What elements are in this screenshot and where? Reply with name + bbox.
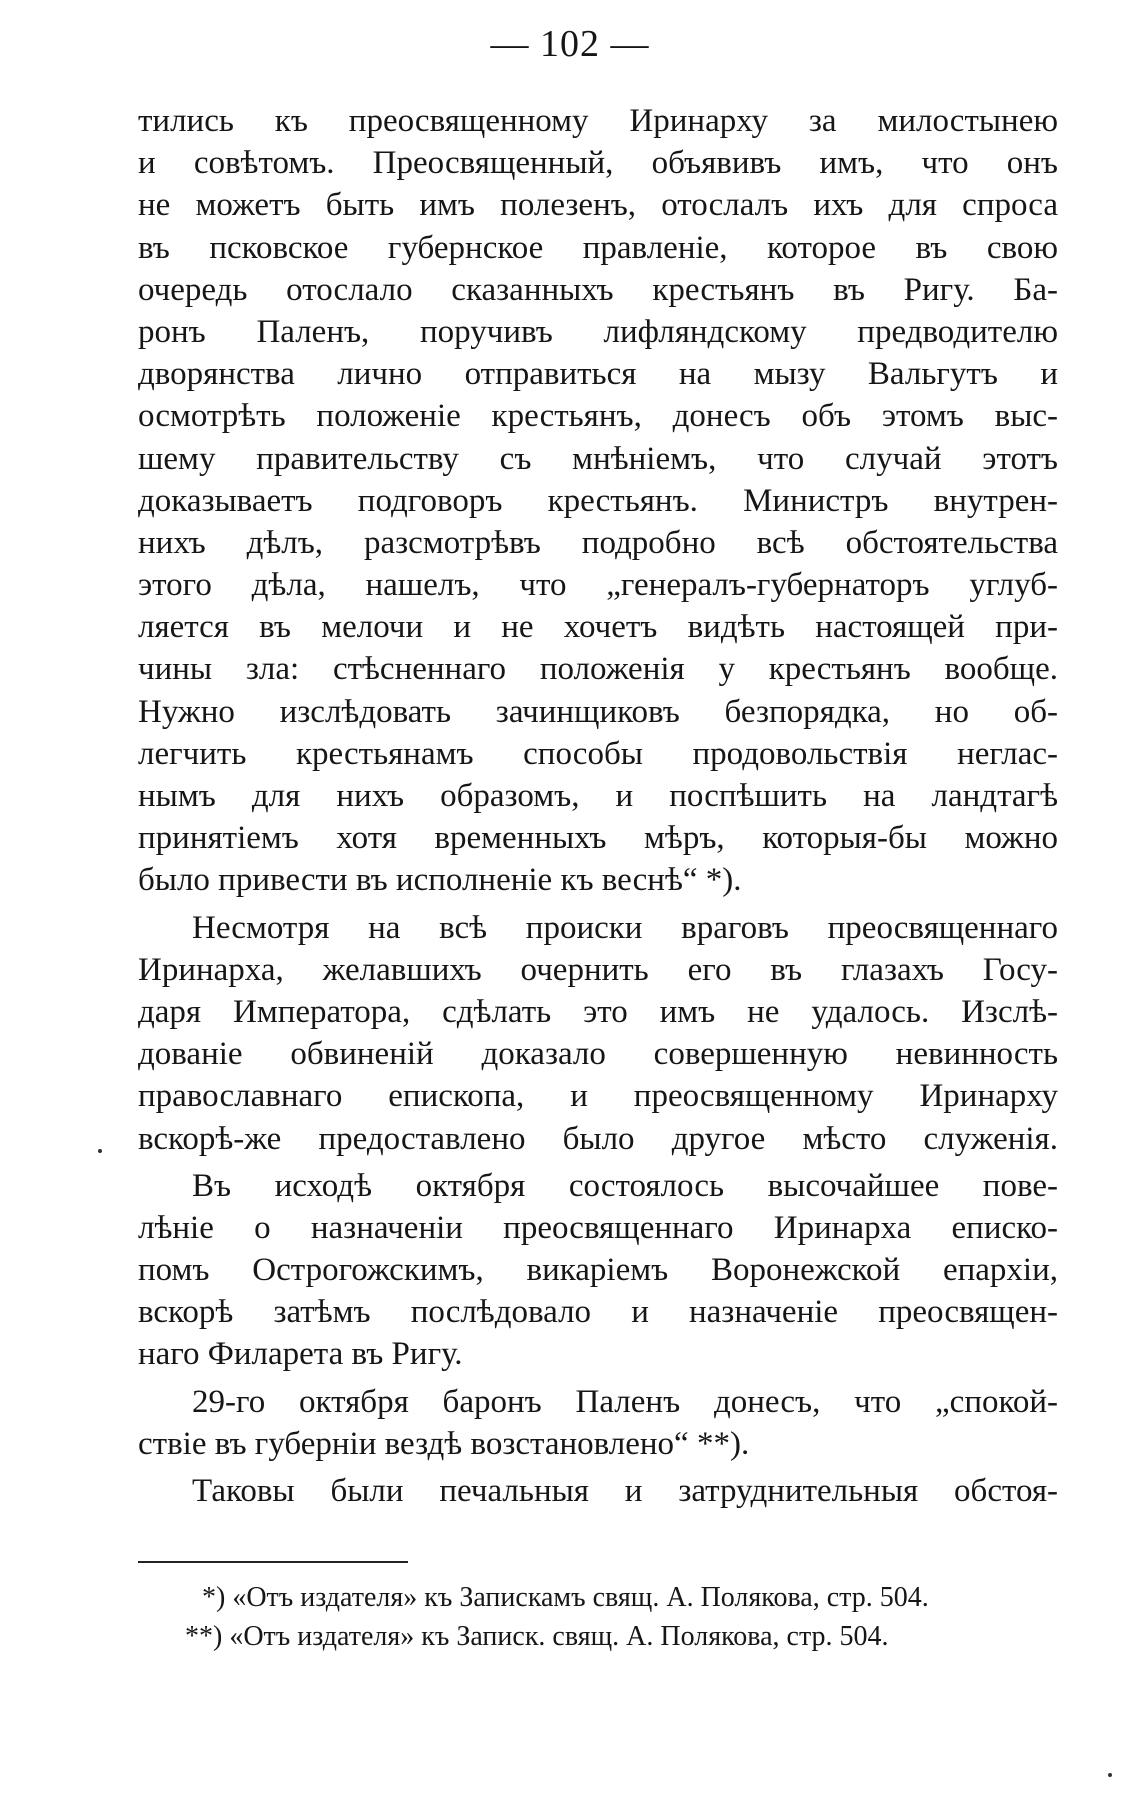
text-line: доказываетъ подговоръ крестьянъ. Министръ внутрен- — [138, 482, 1058, 519]
footnotes — [138, 1578, 1058, 1656]
text-line: принятіемъ хотя временныхъ мѣръ, которыя-бы можно — [138, 820, 1058, 857]
ink-speck — [98, 1149, 102, 1153]
page-number: — 102 — — [490, 23, 650, 65]
paragraph — [138, 907, 1058, 1160]
text-line: даря Императора, сдѣлать это имъ не удалось. Изслѣ- — [138, 993, 1058, 1030]
text-line: Несмотря на всѣ происки враговъ преосвященнаго — [192, 909, 1058, 946]
text-line: православнаго епископа, и преосвященному Иринарху — [138, 1078, 1058, 1115]
text-line: очередь отослало сказанныхъ крестьянъ въ Ригу. Ба- — [138, 271, 1058, 308]
text-line: тились къ преосвященному Иринарху за милостынею — [138, 103, 1058, 139]
text-line: нымъ для нихъ образомъ, и поспѣшить на ландтагѣ — [138, 778, 1058, 814]
text-line: въ псковское губернское правленіе, которое въ свою — [138, 229, 1058, 266]
text-line: шему правительству съ мнѣніемъ, что случай этотъ — [138, 440, 1058, 477]
paragraph — [138, 1165, 1058, 1376]
text-line: ствіе въ губерніи вездѣ возстановлено“ **). — [138, 1425, 750, 1462]
text-line: ляется въ мелочи и не хочетъ видѣть настоящей при- — [138, 609, 1058, 646]
text-line: дованіе обвиненій доказало совершенную невинность — [138, 1036, 1058, 1073]
text-line: вскорѣ затѣмъ послѣдовало и назначеніе преосвящен- — [138, 1294, 1058, 1331]
text-line: дворянства лично отправиться на мызу Вальгутъ и — [138, 356, 1058, 393]
text-line: лѣніе о назначеніи преосвященнаго Иринарха еписко- — [138, 1209, 1058, 1246]
ink-speck — [1108, 1773, 1112, 1777]
text-line: нихъ дѣлъ, разсмотрѣвъ подробно всѣ обстоятельства — [138, 524, 1058, 561]
text-line: Иринарха, желавшихъ очернить его въ глазахъ Госу- — [138, 951, 1058, 988]
text-line: помъ Острогожскимъ, викаріемъ Воронежской епархіи, — [138, 1252, 1058, 1289]
footnote: *) «Отъ издателя» къ Запискамъ свящ. А. Полякова, стр. 504. — [202, 1582, 929, 1613]
text-line: наго Филарета въ Ригу. — [138, 1336, 463, 1373]
text-line: Въ исходѣ октября состоялось высочайшее пове- — [192, 1167, 1058, 1204]
text-line: ронъ Паленъ, поручивъ лифляндскому предводителю — [138, 313, 1058, 350]
text-line: легчить крестьянамъ способы продовольствія неглас- — [138, 735, 1058, 772]
text-line: не можетъ быть имъ полезенъ, отослалъ ихъ для спроса — [138, 187, 1058, 224]
paragraph — [138, 1470, 1058, 1512]
paragraph — [138, 1381, 1058, 1465]
footnote-divider — [138, 1561, 408, 1563]
text-line: и совѣтомъ. Преосвященный, объявивъ имъ, что онъ — [138, 145, 1058, 182]
text-line: было привести въ исполненіе къ веснѣ“ *). — [138, 862, 742, 899]
body-text — [138, 100, 1058, 1512]
text-line: Таковы были печальныя и затруднительныя обстоя- — [192, 1473, 1058, 1509]
paragraph — [138, 100, 1058, 902]
text-line: вскорѣ-же предоставлено было другое мѣсто служенія. — [138, 1120, 1058, 1157]
footnote: **) «Отъ издателя» къ Записк. свящ. А. Полякова, стр. 504. — [185, 1621, 889, 1652]
text-line: чины зла: стѣсненнаго положенія у крестьянъ вообще. — [138, 651, 1058, 688]
text-line: 29-го октября баронъ Паленъ донесъ, что „спокой- — [192, 1383, 1058, 1420]
text-line: осмотрѣть положеніе крестьянъ, донесъ объ этомъ выс- — [138, 398, 1058, 435]
text-line: Нужно изслѣдовать зачинщиковъ безпорядка, но об- — [138, 693, 1058, 730]
text-line: этого дѣла, нашелъ, что „генералъ-губернаторъ углуб- — [138, 567, 1058, 604]
